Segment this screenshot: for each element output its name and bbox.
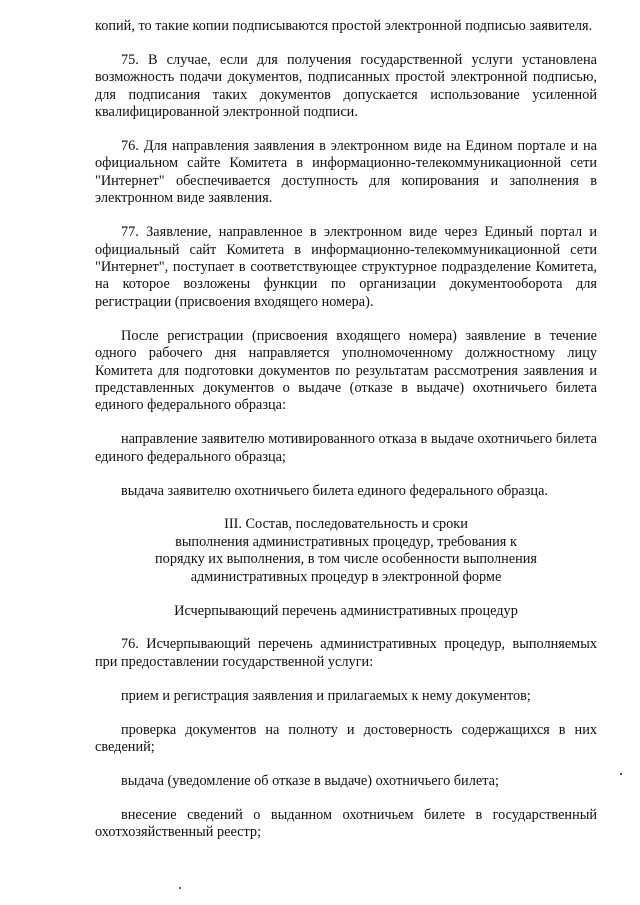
paragraph-after-registration: После регистрации (присвоения входящего номера) заявление в течение одного рабочего дня направляется уполномоченному должностному лицу Комитета для подготовки документов по результатам рассмотрения заявления и представленных документов о выдаче (отказе в выдаче) охотничьего билета единого федерального образца: [95,327,597,414]
subheading: Исчерпывающий перечень административных процедур [174,602,518,619]
list-item-issue: выдача (уведомление об отказе в выдаче) охотничьего билета; [121,773,499,789]
scan-speck-mark [620,773,622,775]
document-page [95,18,597,858]
list-item-reception: прием и регистрация заявления и прилагаемых к нему документов; [121,687,531,704]
list-item-registry: внесение сведений о выданном охотничьем билете в государственный охотхозяйственный реестр; [95,806,597,841]
section-heading-line-2: выполнения административных процедур, требования к [175,533,517,550]
paragraph-continuation: копий, то такие копии подписываются простой электронной подписью заявителя. [95,18,593,34]
paragraph-refusal: направление заявителю мотивированного отказа в выдаче охотничьего билета единого федерального образца; [95,431,597,465]
section-heading-line-1: III. Состав, последовательность и сроки [224,516,468,533]
section-heading-line-4: административных процедур в электронной форме [190,568,502,585]
section-heading-line-3: порядку их выполнения, в том числе особенности выполнения [155,551,537,568]
list-item-check: проверка документов на полноту и достоверность содержащихся в них сведений; [95,721,597,756]
paragraph-76: 76. Для направления заявления в электронном виде на Едином портале и на официальном сайте Комитета в информационно-телекоммуникационной сети "Интернет" обеспечивается доступность для копирования и заполнения в электронном виде заявления. [95,138,597,207]
paragraph-76-list-intro: 76. Исчерпывающий перечень административных процедур, выполняемых при предоставлении государственной услуги: [95,636,597,670]
paragraph-issue: выдача заявителю охотничьего билета единого федерального образца. [121,482,548,499]
paragraph-77: 77. Заявление, направленное в электронном виде через Единый портал и официальный сайт Комитета в информационно-телекоммуникационной сети "Интернет", поступает в соответствующее структурное подразделение Комитета, на которое возложены функции по организации документооборота для регистрации (присвоения входящего номера). [95,224,597,310]
section-heading [95,516,597,586]
paragraph-75: 75. В случае, если для получения государственной услуги установлена возможность подачи документов, подписанных простой электронной подписью, для подписания таких документов допускается использование усиленной квалифицированной электронной подписи. [95,51,597,121]
scan-speck-mark-bottom [179,887,181,889]
